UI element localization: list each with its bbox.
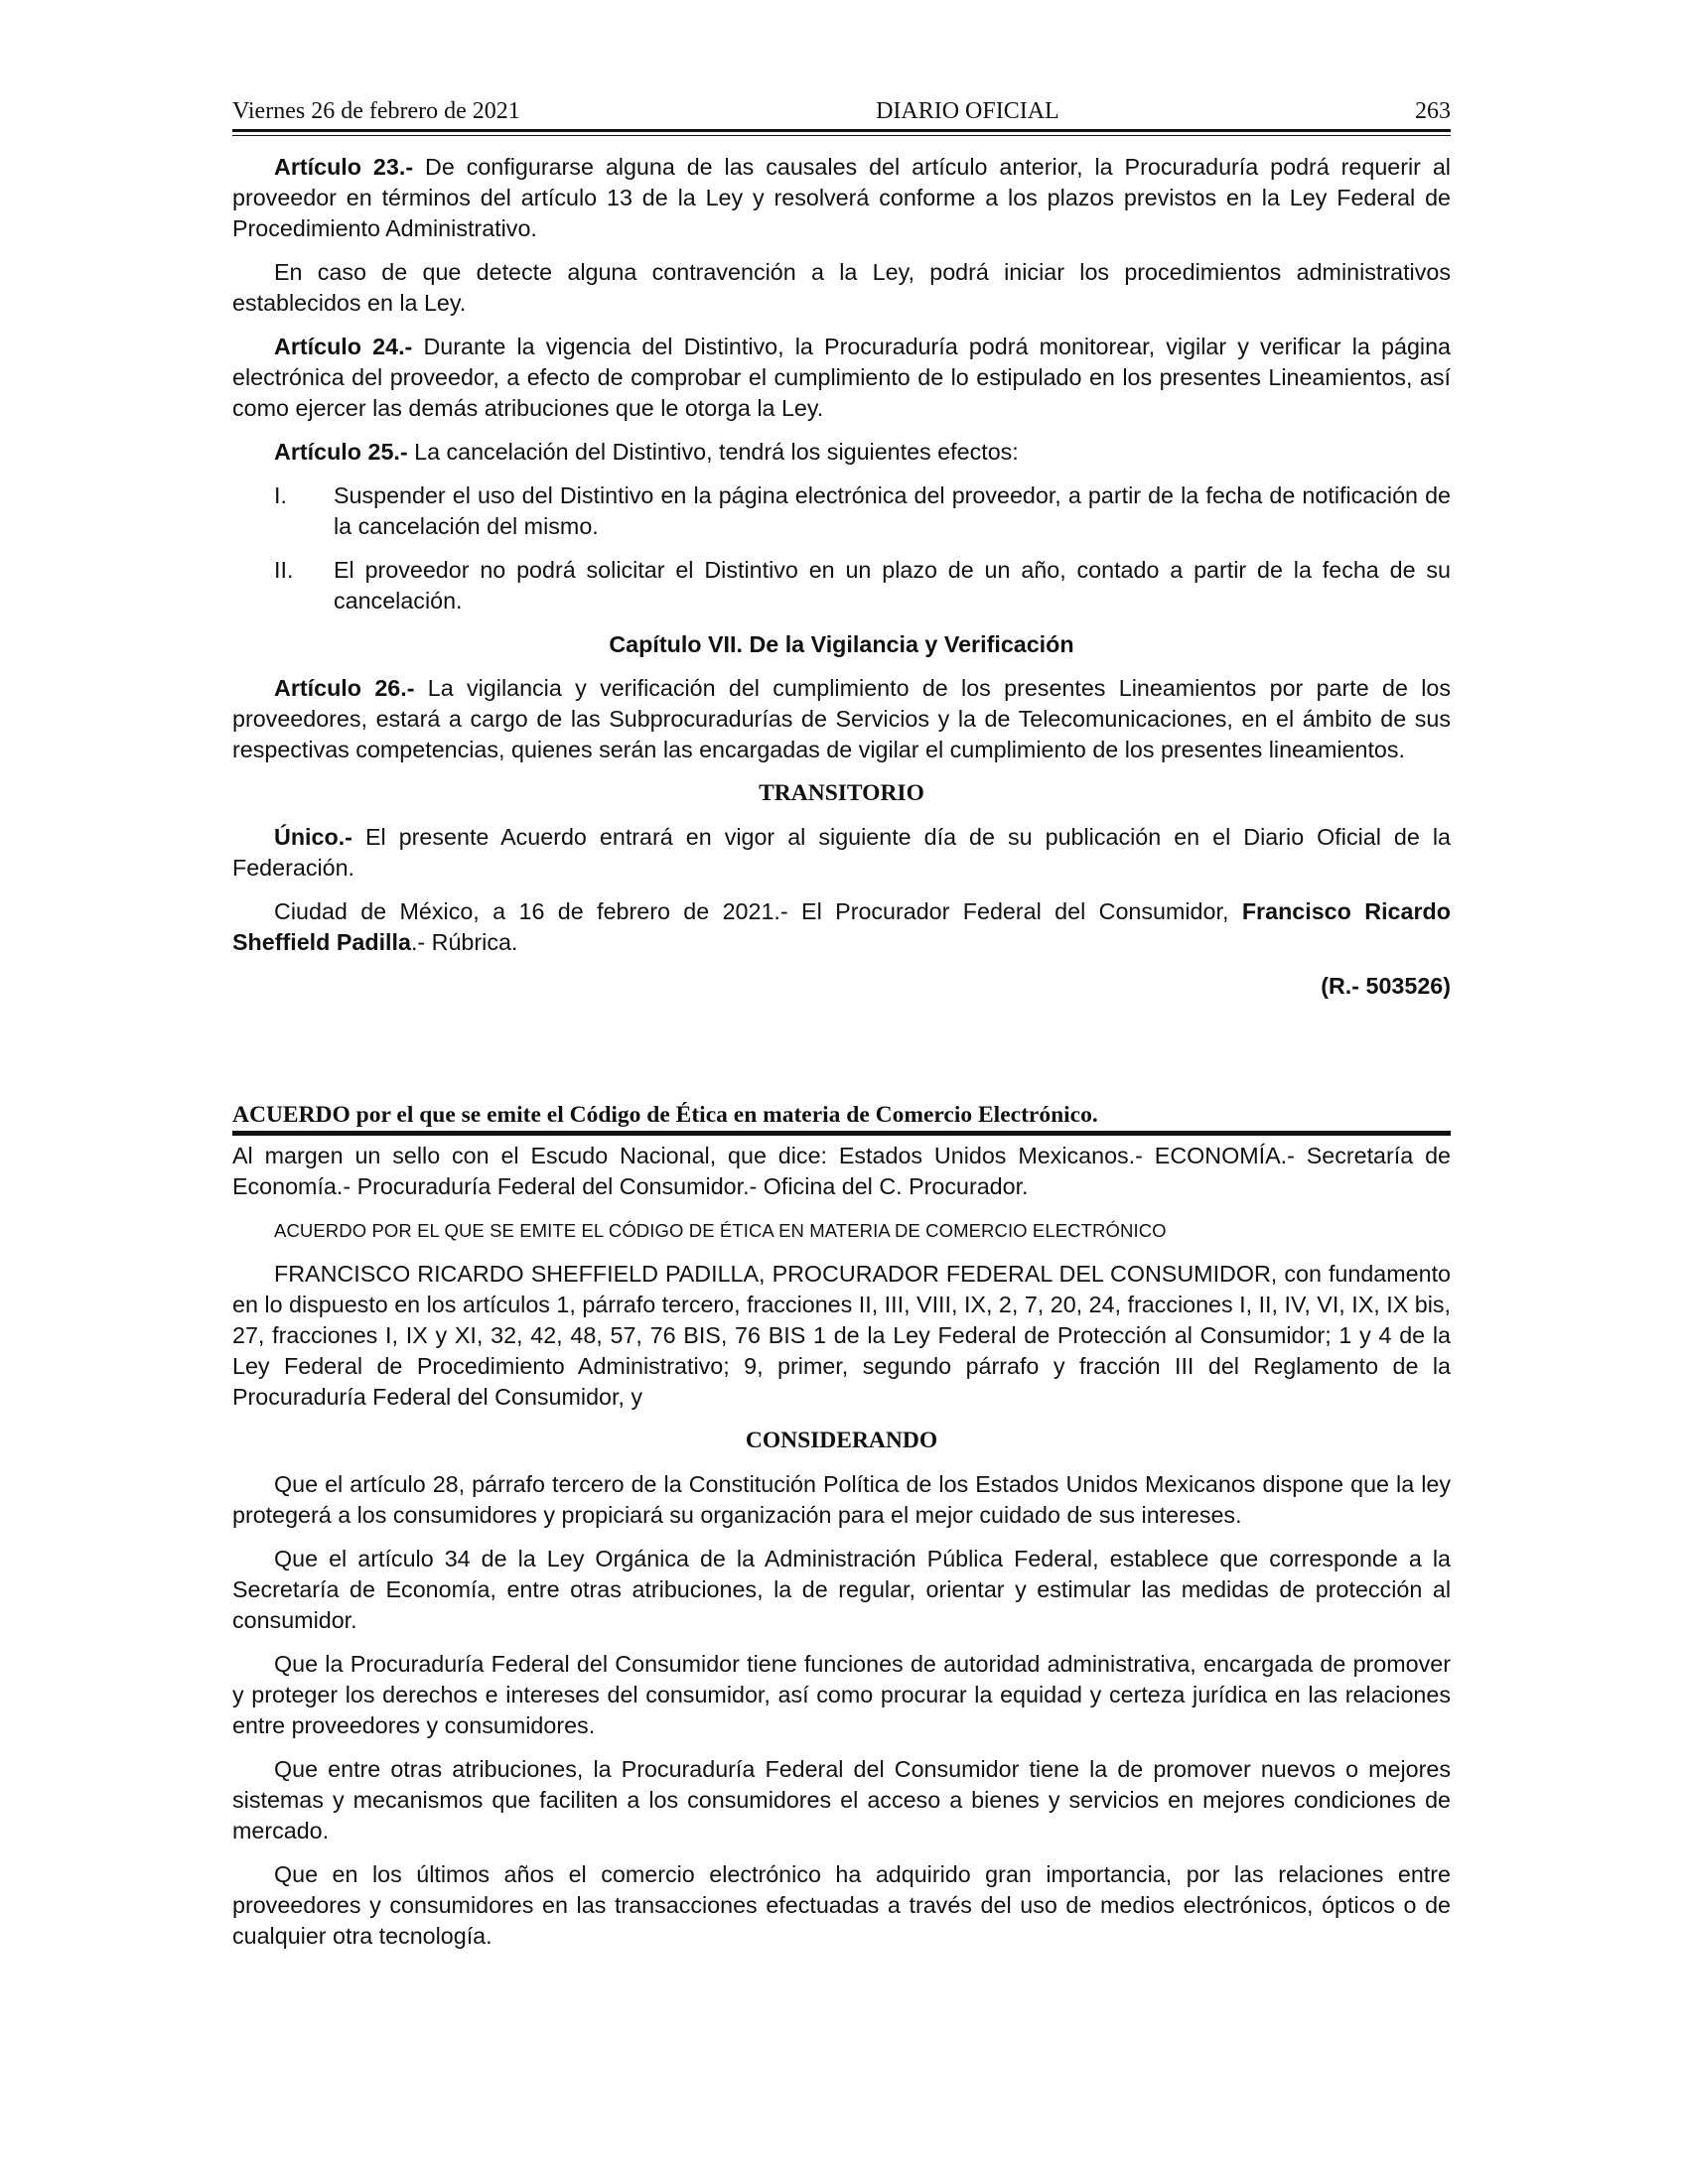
publication-reference: (R.- 503526) [1321,973,1451,999]
article-26-label: Artículo 26.- [274,675,415,701]
considerando-heading: CONSIDERANDO [745,1428,938,1453]
document-body [232,152,1451,1952]
article-24 [232,332,1451,424]
signature-paragraph [232,896,1451,958]
signatory-name: Francisco Ricardo Sheffield Padilla [232,898,1451,955]
transitorio-unico [232,822,1451,884]
list-item-text: El proveedor no podrá solicitar el Distintivo en un plazo de un año, contado a partir de la fecha de su cancelación. [334,557,1451,614]
page-header [232,95,1451,127]
header-publication: DIARIO OFICIAL [876,98,1059,124]
preamble: FRANCISCO RICARDO SHEFFIELD PADILLA, PROCURADOR FEDERAL DEL CONSUMIDOR, con fundamento en lo dispuesto en los artículos 1, párrafo tercero, fracciones II, III, VIII, IX, 2, 7, 20, 24, fracciones I, II, IV, VI, IX, IX bis, 27, fracciones I, IX y XI, 32, 42, 48, 57, 76 BIS, 76 BIS 1 de la Ley Federal de Protección al Consumidor; 1 y 4 de la Ley Federal de Procedimiento Administrativo; 9, primer, segundo párrafo y fracción III del Reglamento de la Procuraduría Federal del Consumidor, y [232,1261,1451,1410]
acuerdo-title-rule [232,1131,1451,1136]
acuerdo-caps-title: ACUERDO POR EL QUE SE EMITE EL CÓDIGO DE ÉTICA EN MATERIA DE COMERCIO ELECTRÓNICO [274,1220,1167,1241]
article-24-label: Artículo 24.- [274,334,413,359]
article-26 [232,673,1451,765]
article-23-text: De configurarse alguna de las causales del artículo anterior, la Procuraduría podrá requerir al proveedor en términos del artículo 13 de la Ley y resolverá conforme a los plazos previstos en la Ley Federal de Procedimiento Administrativo. [232,154,1451,241]
article-23-label: Artículo 23.- [274,154,414,180]
considerando-paragraph: Que entre otras atribuciones, la Procuraduría Federal del Consumidor tiene la de promover nuevos o mejores sistemas y mecanismos que faciliten a los consumidores el acceso a bienes y servicios en mejores condiciones de mercado. [232,1756,1451,1843]
considerando-paragraph: Que el artículo 28, párrafo tercero de la Constitución Política de los Estados Unidos Mexicanos dispone que la ley protegerá a los consumidores y propiciará su organización para el mejor cuidado de sus intereses. [232,1471,1451,1528]
header-page-number: 263 [1415,98,1451,124]
acuerdo-title: ACUERDO por el que se emite el Código de Ética en materia de Comercio Electrónico. [232,1102,1098,1128]
list-item-number: I. [274,482,287,508]
article-25-label: Artículo 25.- [274,439,408,465]
header-rule [232,129,1451,132]
considerando-paragraph: Que el artículo 34 de la Ley Orgánica de la Administración Pública Federal, establece que corresponde a la Secretaría de Economía, entre otras atribuciones, la de regular, orientar y estimular las medidas de protección al consumidor. [232,1546,1451,1633]
considerando-paragraph: Que la Procuraduría Federal del Consumidor tiene funciones de autoridad administrativa, encargada de promover y proteger los derechos e intereses del consumidor, así como procurar la equidad y certeza jurídica en las relaciones entre proveedores y consumidores. [232,1651,1451,1738]
article-23-paragraph-2: En caso de que detecte alguna contravención a la Ley, podrá iniciar los procedimientos administrativos establecidos en la Ley. [232,259,1451,316]
header-rule-thin [232,135,1451,136]
article-25 [232,437,1451,468]
article-24-text: Durante la vigencia del Distintivo, la Procuraduría podrá monitorear, vigilar y verificar la página electrónica del proveedor, a efecto de comprobar el cumplimiento de lo estipulado en los presentes Lineamientos, así como ejercer las demás atribuciones que le otorga la Ley. [232,334,1451,421]
chapter-heading: Capítulo VII. De la Vigilancia y Verificación [609,631,1074,657]
signature-text: Ciudad de México, a 16 de febrero de 2021.- El Procurador Federal del Consumidor, [274,898,1242,924]
list-item-text: Suspender el uso del Distintivo en la página electrónica del proveedor, a partir de la fecha de notificación de la cancelación del mismo. [334,482,1451,539]
document-page [232,95,1451,1965]
signature-suffix: .- Rúbrica. [410,929,518,955]
header-date: Viernes 26 de febrero de 2021 [232,98,520,124]
transitorio-label: Único.- [274,824,352,850]
article-23 [232,152,1451,244]
article-25-item [232,480,1451,542]
transitorio-heading: TRANSITORIO [759,780,924,806]
article-26-text: La vigilancia y verificación del cumplimiento de los presentes Lineamientos por parte de los proveedores, estará a cargo de las Subprocuradurías de Servicios y la de Telecomunicaciones, en el ámbito de sus respectivas competencias, quienes serán las encargadas de vigilar el cumplimiento de los presentes lineamientos. [232,675,1451,762]
considerando-paragraph: Que en los últimos años el comercio electrónico ha adquirido gran importancia, por las relaciones entre proveedores y consumidores en las transacciones efectuadas a través del uso de medios electrónicos, ópticos o de cualquier otra tecnología. [232,1861,1451,1949]
margin-note: Al margen un sello con el Escudo Nacional, que dice: Estados Unidos Mexicanos.- ECONOMÍA.- Secretaría de Economía.- Procuraduría Federal del Consumidor.- Oficina del C. Procurador. [232,1143,1451,1199]
list-item-number: II. [274,557,294,583]
transitorio-text: El presente Acuerdo entrará en vigor al siguiente día de su publicación en el Diario Oficial de la Federación. [232,824,1451,881]
article-25-text: La cancelación del Distintivo, tendrá los siguientes efectos: [407,439,1019,465]
article-25-item [232,555,1451,616]
